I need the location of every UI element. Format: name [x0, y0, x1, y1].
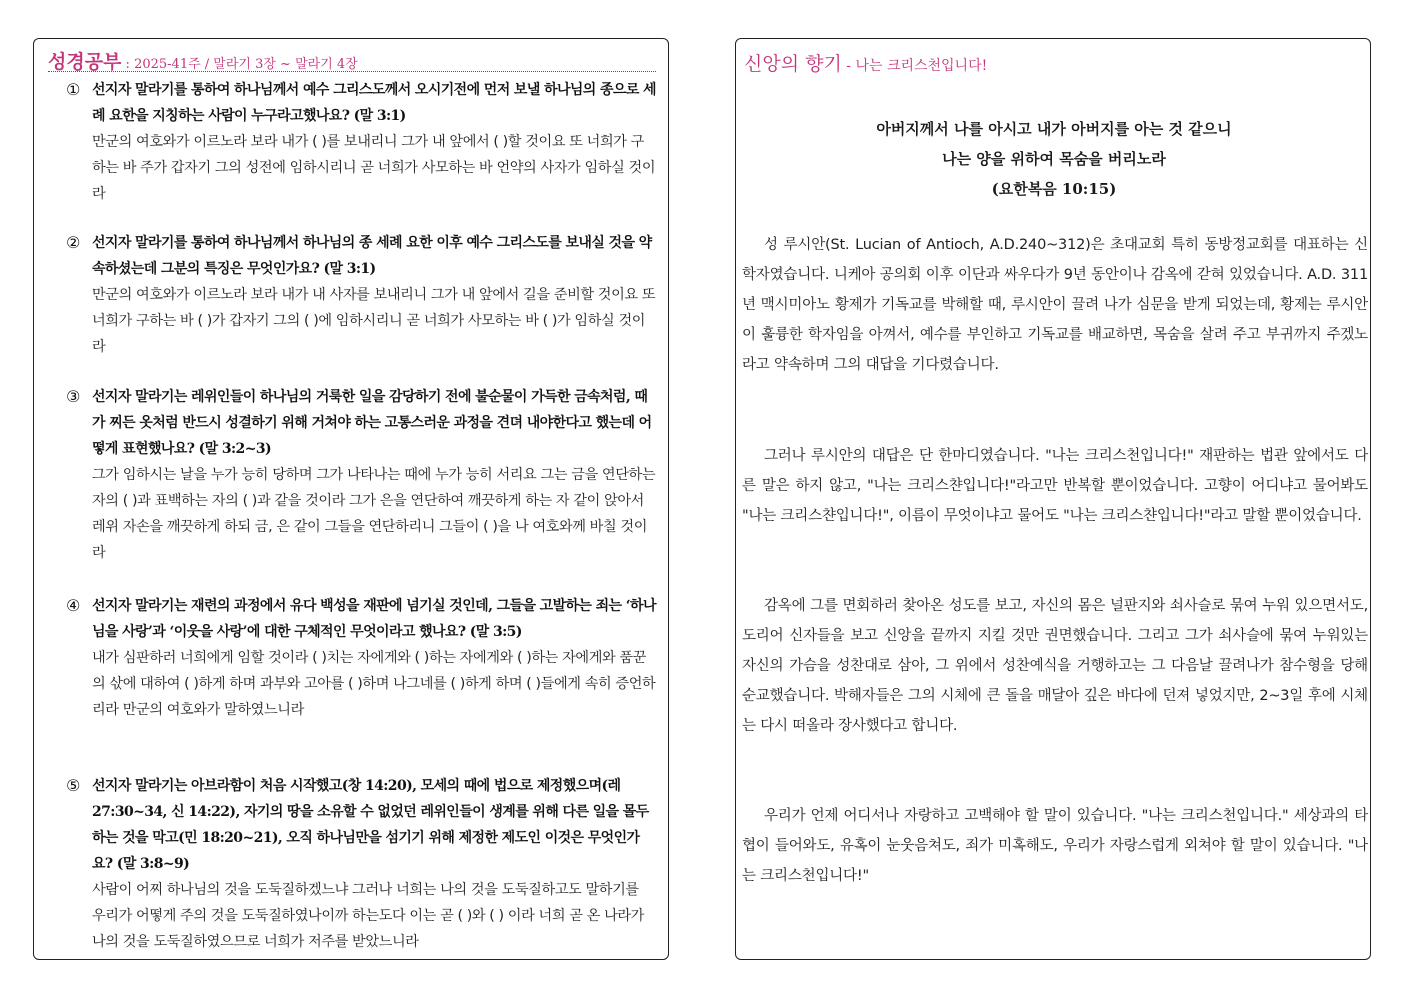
question-answer-text: 만군의 여호와가 이르노라 보라 내가 ( )를 보내리니 그가 내 앞에서 ( )할 것이요 또 너희가 구하는 바 주가 갑자기 그의 성전에 임하시리니 곧 너희가 사모하는 바 언약의 사자가 임하실 것이라	[92, 134, 656, 202]
question-answer-text: 사람이 어찌 하나님의 것을 도둑질하겠느냐 그러나 너희는 나의 것을 도둑질하고도 말하기를 우리가 어떻게 주의 것을 도둑질하였나이까 하는도다 이는 곧 ( )와 ( ) 이라 너희 곧 온 나라가 나의 것을 도둑질하였으므로 너희가 저주를 받았느니라	[92, 882, 644, 950]
verse-line: 아버지께서 나를 아시고 내가 아버지를 아는 것 같으니	[876, 120, 1232, 138]
bible-study-title: 성경공부	[48, 51, 122, 73]
bible-study-header	[48, 47, 656, 72]
question-item	[66, 77, 656, 207]
faith-fragrance-panel	[735, 38, 1371, 960]
question-item	[66, 230, 656, 360]
story-paragraph: 우리가 언제 어디서나 자랑하고 고백해야 할 말이 있습니다. "나는 크리스천입니다." 세상과의 타협이 들어와도, 유혹이 눈웃음쳐도, 죄가 미혹해도, 우리가 자랑스럽게 외쳐야 할 말이 있습니다. "나는 크리스천입니다!"	[742, 808, 1368, 884]
question-number: ⑤	[66, 776, 80, 795]
question-item	[66, 384, 656, 566]
question-number: ③	[66, 387, 80, 406]
faith-fragrance-title: 신앙의 향기	[744, 53, 842, 75]
question-number: ④	[66, 596, 80, 615]
bible-study-panel	[33, 38, 669, 960]
question-text: 선지자 말라기를 통하여 하나님께서 예수 그리스도께서 오시기전에 먼저 보낼 하나님의 종으로 세례 요한을 지칭하는 사람이 누구라고했나요? (말 3:1)	[92, 82, 656, 124]
verse-line: 나는 양을 위하여 목숨을 버리노라	[942, 150, 1166, 168]
question-text: 선지자 말라기를 통하여 하나님께서 하나님의 종 세례 요한 이후 예수 그리스도를 보내실 것을 약속하셨는데 그분의 특징은 무엇인가요? (말 3:1)	[92, 235, 652, 277]
question-answer-text: 그가 임하시는 날을 누가 능히 당하며 그가 나타나는 때에 누가 능히 서리요 그는 금을 연단하는 자의 ( )과 표백하는 자의 ( )과 같을 것이라 그가 은을 연단하여 깨끗하게 하는 자 같이 앉아서 레위 자손을 깨끗하게 하되 금, 은 같이 그들을 연단하리니 그들이 ( )을 나 여호와께 바칠 것이라	[92, 467, 656, 561]
faith-fragrance-subtitle: - 나는 크리스천입니다!	[841, 58, 988, 74]
verse-reference: (요한복음 10:15)	[991, 180, 1117, 198]
question-number: ①	[66, 80, 80, 99]
story-paragraph: 그러나 루시안의 대답은 단 한마디였습니다. "나는 크리스천입니다!" 재판하는 법관 앞에서도 다른 말은 하지 않고, "나는 크리스챤입니다!"라고만 반복할 뿐이었습니다. 고향이 어디냐고 물어봐도 "나는 크리스챤입니다!", 이름이 무엇이냐고 물어도 "나는 크리스챤입니다!"라고 말할 뿐이었습니다.	[742, 448, 1368, 524]
bible-study-subtitle: : 2025-41주 / 말라기 3장 ~ 말라기 4장	[121, 57, 358, 72]
question-answer-text: 내가 심판하러 너희에게 임할 것이라 ( )치는 자에게와 ( )하는 자에게와 ( )하는 자에게와 품꾼의 삯에 대하여 ( )하게 하며 과부와 고아를 ( )하며 나그네를 ( )하게 하며 ( )들에게 속히 증언하리라 만군의 여호와가 말하였느니라	[92, 650, 656, 718]
question-item	[66, 593, 656, 723]
scripture-verse	[736, 114, 1372, 204]
question-number: ②	[66, 233, 80, 252]
question-item	[66, 773, 656, 955]
question-text: 선지자 말라기는 레위인들이 하나님의 거룩한 일을 감당하기 전에 불순물이 가득한 금속처럼, 때가 찌든 옷처럼 반드시 성결하기 위해 거쳐야 하는 고통스러운 과정을 견뎌 내야한다고 했는데 어떻게 표현했나요? (말 3:2~3)	[92, 389, 652, 457]
story-paragraph: 감옥에 그를 면회하러 찾아온 성도를 보고, 자신의 몸은 널판지와 쇠사슬로 묶여 누워 있으면서도, 도리어 신자들을 보고 신앙을 끝까지 지킬 것만 권면했습니다. 그리고 그가 쇠사슬에 묶여 누워있는 자신의 가슴을 성찬대로 삼아, 그 위에서 성찬예식을 거행하고는 그 다음날 끌려나가 참수형을 당해 순교했습니다. 박해자들은 그의 시체에 큰 돌을 매달아 깊은 바다에 던져 넣었지만, 2~3일 후에 시체는 다시 떠올라 장사했다고 합니다.	[742, 598, 1368, 734]
question-text: 선지자 말라기는 재련의 과정에서 유다 백성을 재판에 넘기실 것인데, 그들을 고발하는 죄는 ‘하나님을 사랑’과 ‘이웃을 사랑’에 대한 구체적인 무엇이라고 했나요? (말 3:5)	[92, 598, 656, 640]
faith-fragrance-header	[744, 49, 987, 76]
story-paragraph: 성 루시안(St. Lucian of Antioch, A.D.240~312)은 초대교회 특히 동방정교회를 대표하는 신학자였습니다. 니케아 공의회 이후 이단과 싸우다가 9년 동안이나 감옥에 갇혀 있었습니다. A.D. 311년 맥시미아노 황제가 기독교를 박해할 때, 루시안이 끌려 나가 심문을 받게 되었는데, 황제는 루시안이 훌륭한 학자임을 아껴서, 예수를 부인하고 기독교를 배교하면, 목숨을 살려 주고 부귀까지 주겠노라고 약속하며 그의 대답을 기다렸습니다.	[742, 237, 1368, 373]
question-text: 선지자 말라기는 아브라함이 처음 시작했고(창 14:20), 모세의 때에 법으로 제정했으며(레27:30~34, 신 14:22), 자기의 땅을 소유할 수 없었던 레위인들이 생계를 위해 다른 일을 몰두하는 것을 막고(민 18:20~21), 오직 하나님만을 섬기기 위해 제정한 제도인 이것은 무엇인가요? (말 3:8~9)	[92, 778, 649, 872]
question-answer-text: 만군의 여호와가 이르노라 보라 내가 내 사자를 보내리니 그가 내 앞에서 길을 준비할 것이요 또 너희가 구하는 바 ( )가 갑자기 그의 ( )에 임하시리니 곧 너희가 사모하는 바 ( )가 임하실 것이라	[92, 287, 656, 355]
